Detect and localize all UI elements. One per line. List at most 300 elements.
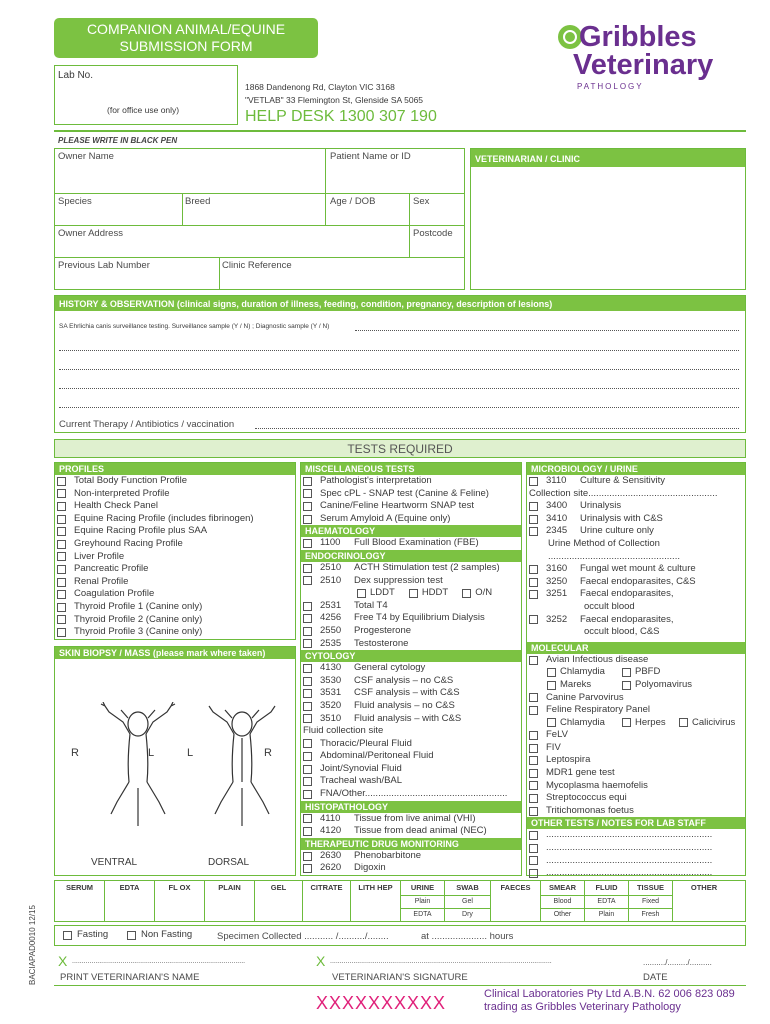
dorsal-l-label: L [187, 747, 194, 759]
collection-site[interactable]: Collection site................................................. [529, 487, 718, 499]
print-name-x: X [58, 953, 68, 969]
specimen-collected-field[interactable]: Specimen Collected ........... /........../........ [217, 931, 389, 942]
micro-item-continued: occult blood [584, 600, 635, 612]
test-code: 3410 [546, 512, 568, 524]
sample-sub-option[interactable]: Plain [401, 895, 444, 908]
sample-col-label: GEL [270, 883, 287, 892]
checkbox[interactable] [529, 756, 538, 765]
test-label: FNA/Other...................................................... [320, 788, 508, 800]
checkbox[interactable] [529, 656, 538, 665]
other-test-line[interactable] [529, 855, 745, 868]
test-label: Mycoplasma haemofelis [546, 779, 648, 791]
checkbox[interactable] [529, 731, 538, 740]
test-code: 2630 [320, 849, 342, 861]
history-box[interactable] [54, 295, 746, 433]
test-label: MDR1 gene test [546, 767, 615, 779]
dex-option-label: HDDT [421, 587, 449, 599]
culture-item[interactable]: 3110 Culture & Sensitivity [527, 475, 745, 488]
test-label: ............................................................... [546, 829, 713, 841]
molecular-item[interactable] [529, 742, 745, 755]
signature-label: VETERINARIAN'S SIGNATURE [332, 972, 468, 983]
collection-time-field[interactable]: at ..................... hours [421, 931, 514, 942]
checkbox[interactable] [622, 681, 631, 690]
test-code: 3160 [546, 563, 568, 575]
checkbox[interactable] [303, 689, 312, 698]
test-label: Equine Racing Profile plus SAA [74, 525, 208, 537]
checkbox[interactable] [303, 790, 312, 799]
haematology-heading: HAEMATOLOGY [301, 525, 521, 537]
micro-item-continued: occult blood, C&S [584, 626, 660, 638]
checkbox[interactable] [303, 852, 312, 861]
sample-col-label: LITH HEP [358, 883, 393, 892]
profile-item[interactable] [57, 614, 295, 627]
test-label: FeLV [546, 729, 569, 741]
test-label: Equine Racing Profile (includes fibrinogen) [74, 512, 254, 524]
misc-item[interactable] [303, 500, 521, 513]
test-code: 3250 [546, 575, 568, 587]
fluid-site-item[interactable] [303, 788, 521, 801]
patient-details-box [54, 148, 465, 290]
print-name-line[interactable]: ......................................................................................... [72, 958, 246, 965]
test-label: Thyroid Profile 3 (Canine only) [74, 626, 203, 638]
checkbox[interactable] [679, 718, 688, 727]
histopathology-item[interactable] [303, 813, 521, 826]
checkbox[interactable] [303, 489, 312, 498]
test-label: Dex suppression test [354, 574, 443, 586]
checkbox[interactable] [529, 706, 538, 715]
sex-field[interactable]: Sex [413, 196, 430, 207]
header-divider [54, 130, 746, 132]
checkbox[interactable] [57, 615, 66, 624]
haematology-item[interactable]: 1100 Full Blood Examination (FBE) [301, 537, 521, 550]
molecular-item[interactable] [529, 805, 745, 818]
test-label: Streptococcus equi [546, 792, 627, 804]
test-code: 3251 [546, 588, 568, 600]
dorsal-dog-diagram-icon[interactable] [187, 702, 297, 832]
sample-col-label: FLUID [595, 883, 618, 892]
checkbox[interactable] [303, 714, 312, 723]
urine-item[interactable] [529, 500, 745, 513]
avian-sub-2: Mareks Polyomavirus [527, 679, 745, 692]
checkbox[interactable] [529, 844, 538, 853]
sample-col-label: FAECES [500, 883, 531, 892]
sample-col-fluid[interactable] [585, 881, 629, 921]
cytology-item[interactable] [303, 675, 521, 688]
sample-col-serum[interactable] [55, 881, 105, 921]
tests-required-heading: TESTS REQUIRED [347, 442, 453, 456]
vet-clinic-box[interactable] [470, 148, 746, 290]
checkbox[interactable] [409, 589, 418, 598]
tdm-heading: THERAPEUTIC DRUG MONITORING [301, 838, 521, 850]
checkbox[interactable] [529, 502, 538, 511]
histopathology-item[interactable] [303, 825, 521, 838]
checkbox[interactable] [547, 718, 556, 727]
endocrinology-heading: ENDOCRINOLOGY [301, 550, 521, 562]
checkbox[interactable] [529, 869, 538, 878]
micro-item[interactable] [529, 576, 745, 589]
profile-item[interactable] [57, 513, 295, 526]
checkbox[interactable] [529, 565, 538, 574]
test-code: 2535 [320, 637, 342, 649]
sample-col-other[interactable] [673, 881, 735, 921]
histopathology-heading: HISTOPATHOLOGY [301, 801, 521, 813]
cytology-item[interactable] [303, 662, 521, 675]
date-label: DATE [643, 972, 668, 983]
profile-item[interactable] [57, 488, 295, 501]
checkbox[interactable] [529, 856, 538, 865]
test-label: Thyroid Profile 1 (Canine only) [74, 600, 203, 612]
checkbox[interactable] [303, 664, 312, 673]
test-label: Renal Profile [74, 575, 129, 587]
urine-method-line[interactable]: .................................................. [548, 550, 680, 562]
checkbox[interactable] [622, 718, 631, 727]
test-code: 4110 [320, 812, 341, 824]
test-label: ............................................................... [546, 867, 713, 879]
checkbox[interactable] [529, 781, 538, 790]
test-label: Progesterone [354, 624, 412, 636]
form-title-line2: SUBMISSION FORM [119, 38, 253, 54]
checkbox[interactable] [529, 527, 538, 536]
sample-sub-option[interactable]: Blood [541, 895, 584, 908]
sample-sub-option[interactable]: Fresh [629, 908, 672, 921]
test-label: Fluid analysis – no C&S [354, 699, 455, 711]
urine-method: Urine Method of Collection [548, 537, 660, 549]
checkbox[interactable] [57, 477, 66, 486]
brand-sub: PATHOLOGY [577, 82, 644, 91]
test-label: Thoracic/Pleural Fluid [320, 737, 412, 749]
lab-no-label: Lab No. [58, 70, 94, 81]
other-test-line[interactable] [529, 867, 745, 880]
profile-item[interactable] [57, 475, 295, 488]
checkbox[interactable] [57, 565, 66, 574]
checkbox[interactable] [303, 564, 312, 573]
endocrinology-item[interactable] [303, 562, 521, 575]
test-label: Greyhound Racing Profile [74, 537, 183, 549]
avian-item[interactable]: Avian Infectious disease [527, 654, 745, 667]
misc-item[interactable] [303, 475, 521, 488]
test-code: 3252 [546, 613, 568, 625]
sample-col-swab[interactable] [445, 881, 491, 921]
molecular-item[interactable] [529, 792, 745, 805]
test-label: CSF analysis – with C&S [354, 687, 460, 699]
sample-col-label: PLAIN [218, 883, 241, 892]
tdm-item[interactable] [303, 850, 521, 863]
checkbox[interactable] [303, 777, 312, 786]
checkbox[interactable] [303, 739, 312, 748]
checkbox[interactable] [529, 578, 538, 587]
address-line1: 1868 Dandenong Rd, Clayton VIC 3168 [245, 82, 395, 92]
urine-item[interactable] [529, 525, 745, 538]
sample-col-tissue[interactable] [629, 881, 673, 921]
sample-col-lith-hep[interactable] [351, 881, 401, 921]
help-desk: HELP DESK 1300 307 190 [245, 108, 437, 125]
brand-name-1: Gribbles [579, 21, 697, 53]
age-dob-field[interactable]: Age / DOB [330, 196, 376, 207]
test-label: Free T4 by Equilibrium Dialysis [354, 612, 485, 624]
form-title-line1: COMPANION ANIMAL/EQUINE [86, 21, 286, 37]
checkbox[interactable] [529, 769, 538, 778]
test-label: Fungal wet mount & culture [580, 563, 696, 575]
owner-address-field[interactable]: Owner Address [58, 228, 123, 239]
test-label: Health Check Panel [74, 500, 158, 512]
test-label: Coagulation Profile [74, 588, 155, 600]
checkbox[interactable] [303, 827, 312, 836]
sample-col-label: SERUM [65, 883, 94, 892]
test-label: Thyroid Profile 2 (Canine only) [74, 613, 203, 625]
test-label: ACTH Stimulation test (2 samples) [354, 561, 500, 573]
test-label: Urine culture only [580, 525, 654, 537]
dorsal-r-label: R [264, 747, 272, 759]
checkbox[interactable] [63, 931, 72, 940]
current-therapy-label: Current Therapy / Antibiotics / vaccination [59, 419, 235, 430]
parvo-item[interactable]: Canine Parvovirus [527, 692, 745, 705]
test-code: 2620 [320, 862, 342, 874]
test-label: Faecal endoparasites, C&S [580, 575, 696, 587]
micro-item[interactable] [529, 614, 745, 627]
feline-resp-sub: Chlamydia Herpes Calicivirus [527, 717, 745, 730]
checkbox[interactable] [529, 590, 538, 599]
profiles-box [54, 462, 296, 640]
test-label: CSF analysis – no C&S [354, 674, 454, 686]
history-heading: HISTORY & OBSERVATION (clinical signs, duration of illness, feeding, condition, pregnancy, description of lesions) [55, 296, 745, 311]
fluid-site-item[interactable] [303, 738, 521, 751]
sample-sub-option[interactable]: EDTA [585, 895, 628, 908]
checkbox[interactable] [57, 527, 66, 536]
dex-options [303, 587, 521, 600]
endocrinology-item[interactable] [303, 575, 521, 588]
checkbox[interactable] [303, 576, 312, 585]
sample-col-fl-ox[interactable] [155, 881, 205, 921]
fluid-site-item[interactable] [303, 750, 521, 763]
misc-heading: MISCELLANEOUS TESTS [301, 463, 521, 475]
checkbox[interactable] [303, 765, 312, 774]
checkbox[interactable] [529, 794, 538, 803]
checkbox[interactable] [127, 931, 136, 940]
checkbox[interactable] [303, 752, 312, 761]
checkbox[interactable] [303, 539, 312, 548]
endocrinology-item[interactable] [303, 612, 521, 625]
molecular-item[interactable] [529, 729, 745, 742]
dex-option-label: O/N [475, 587, 493, 599]
ventral-dog-diagram-icon[interactable] [83, 702, 193, 832]
fluid-site-item[interactable] [303, 775, 521, 788]
checkbox[interactable] [529, 807, 538, 816]
right-tests-box [526, 462, 746, 879]
test-label: FIV [546, 741, 561, 753]
checkbox[interactable] [57, 515, 66, 524]
test-label: Spec cPL - SNAP test (Canine & Feline) [320, 487, 489, 499]
checkbox[interactable] [462, 589, 471, 598]
sample-sub-option[interactable]: Dry [445, 908, 490, 921]
feline-resp-item[interactable]: Feline Respiratory Panel [527, 704, 745, 717]
test-code: 2531 [320, 599, 342, 611]
test-label: Urinalysis [580, 500, 622, 512]
profiles-heading: PROFILES [55, 463, 295, 475]
non-fasting-option[interactable]: Non Fasting [127, 929, 192, 942]
sample-col-faeces[interactable] [491, 881, 541, 921]
sample-col-gel[interactable] [255, 881, 303, 921]
test-label: Non-interpreted Profile [74, 487, 170, 499]
previous-lab-field[interactable]: Previous Lab Number [58, 260, 150, 271]
sample-col-label: OTHER [690, 883, 718, 892]
checkbox[interactable] [57, 489, 66, 498]
sample-col-citrate[interactable] [303, 881, 351, 921]
checkbox[interactable] [303, 677, 312, 686]
sample-col-plain[interactable] [205, 881, 255, 921]
checkbox[interactable] [57, 590, 66, 599]
test-label: General cytology [354, 662, 426, 674]
checkbox[interactable] [547, 668, 556, 677]
barcode-x-placeholder: XXXXXXXXXX [316, 993, 447, 1013]
profile-item[interactable] [57, 576, 295, 589]
cytology-heading: CYTOLOGY [301, 650, 521, 662]
breed-field[interactable]: Breed [185, 196, 211, 207]
checkbox[interactable] [303, 477, 312, 486]
micro-item[interactable] [529, 563, 745, 576]
molecular-item[interactable] [529, 780, 745, 793]
sample-col-edta[interactable] [105, 881, 155, 921]
profile-item[interactable] [57, 563, 295, 576]
checkbox[interactable] [57, 603, 66, 612]
sample-col-label: EDTA [119, 883, 140, 892]
skin-biopsy-heading: SKIN BIOPSY / MASS (please mark where taken) [55, 647, 295, 659]
micro-item[interactable] [529, 588, 745, 601]
checkbox[interactable] [303, 627, 312, 636]
test-label: Faecal endoparasites, [580, 588, 674, 600]
checkbox[interactable] [57, 552, 66, 561]
checkbox[interactable] [303, 814, 312, 823]
misc-item[interactable] [303, 488, 521, 501]
signature-line[interactable]: .................................................................................................................. [330, 958, 552, 965]
molecular-heading: MOLECULAR [527, 642, 745, 654]
tdm-item[interactable] [303, 862, 521, 875]
checkbox[interactable] [303, 614, 312, 623]
sample-sub-option[interactable]: Other [541, 908, 584, 921]
molecular-item[interactable] [529, 767, 745, 780]
profile-item[interactable] [57, 551, 295, 564]
sample-sub-option[interactable]: Gel [445, 895, 490, 908]
ventral-l-label: L [148, 747, 155, 759]
test-label: Phenobarbitone [354, 849, 422, 861]
test-label: Pancreatic Profile [74, 563, 149, 575]
checkbox[interactable] [303, 502, 312, 511]
form-title-box [54, 18, 318, 58]
checkbox[interactable] [303, 515, 312, 524]
endocrinology-item[interactable] [303, 625, 521, 638]
fasting-option[interactable]: Fasting [63, 929, 108, 942]
misc-item[interactable] [303, 513, 521, 526]
checkbox[interactable] [303, 864, 312, 873]
other-test-line[interactable] [529, 842, 745, 855]
middle-tests-box [300, 462, 522, 876]
sa-surveillance-note: SA Ehrlichia canis surveillance testing. Surveillance sample (Y / N) ; Diagnostic sample (Y / N) [59, 323, 330, 330]
test-label: Total Body Function Profile [74, 475, 188, 486]
sample-sub-option[interactable]: Fixed [629, 895, 672, 908]
sample-col-urine[interactable] [401, 881, 445, 921]
sample-sub-option[interactable]: EDTA [401, 908, 444, 921]
test-code: 4120 [320, 825, 342, 837]
date-line[interactable]: ........../........./.......... [643, 958, 712, 967]
checkbox[interactable] [57, 578, 66, 587]
checkbox[interactable] [57, 540, 66, 549]
checkbox[interactable] [303, 602, 312, 611]
test-label: Tritichomonas foetus [546, 804, 634, 816]
cytology-item[interactable] [303, 700, 521, 713]
checkbox[interactable] [529, 744, 538, 753]
profile-item[interactable] [57, 601, 295, 614]
avian-sub-1: Chlamydia PBFD [527, 666, 745, 679]
clinic-ref-field[interactable]: Clinic Reference [222, 260, 292, 271]
profile-item[interactable] [57, 626, 295, 639]
test-code: 2345 [546, 525, 568, 537]
address-line2: "VETLAB" 33 Flemington St, Glenside SA 5065 [245, 95, 424, 105]
profile-item[interactable] [57, 500, 295, 513]
test-label: Tracheal wash/BAL [320, 775, 403, 787]
test-code: 3530 [320, 674, 342, 686]
checkbox[interactable] [529, 615, 538, 624]
checkbox[interactable] [57, 502, 66, 511]
checkbox[interactable] [57, 628, 66, 637]
checkbox[interactable] [529, 693, 538, 702]
checkbox[interactable] [357, 589, 366, 598]
checkbox[interactable] [547, 681, 556, 690]
micro-heading: MICROBIOLOGY / URINE [527, 463, 745, 475]
ventral-r-label: R [71, 747, 79, 759]
checkbox[interactable] [622, 668, 631, 677]
vet-clinic-heading: VETERINARIAN / CLINIC [471, 149, 745, 167]
checkbox[interactable] [529, 515, 538, 524]
test-label: Pathologist's interpretation [320, 475, 432, 486]
postcode-field[interactable]: Postcode [413, 228, 453, 239]
signature-x: X [316, 953, 326, 969]
profile-item[interactable] [57, 525, 295, 538]
profile-item[interactable] [57, 538, 295, 551]
lab-no-box[interactable] [54, 65, 238, 125]
endocrinology-item[interactable] [303, 600, 521, 613]
species-field[interactable]: Species [58, 196, 92, 207]
checkbox[interactable] [529, 831, 538, 840]
checkbox[interactable] [303, 702, 312, 711]
test-label: Tissue from live animal (VHI) [354, 812, 476, 824]
cytology-item[interactable] [303, 713, 521, 726]
collection-row [54, 925, 746, 946]
checkbox[interactable] [303, 639, 312, 648]
samples-table [54, 880, 746, 922]
checkbox[interactable] [529, 477, 538, 486]
test-label: Testosterone [354, 637, 409, 649]
test-code: 3400 [546, 500, 568, 512]
tests-required-bar [54, 439, 746, 458]
form-code: BACIAPAD0010 12/15 [28, 905, 37, 985]
test-label: Total T4 [354, 599, 388, 611]
cytology-item[interactable] [303, 687, 521, 700]
test-label: Fluid analysis – with C&S [354, 712, 462, 724]
fluid-site-item[interactable] [303, 763, 521, 776]
endocrinology-item[interactable] [303, 638, 521, 651]
patient-name-field[interactable]: Patient Name or ID [330, 151, 411, 162]
sample-col-label: TISSUE [636, 883, 665, 892]
skin-biopsy-box [54, 646, 296, 876]
sample-col-label: CITRATE [310, 883, 343, 892]
owner-name-field[interactable]: Owner Name [58, 151, 114, 162]
sample-sub-option[interactable]: Plain [585, 908, 628, 921]
urine-item[interactable] [529, 513, 745, 526]
test-label: Tissue from dead animal (NEC) [354, 825, 487, 837]
profile-item[interactable] [57, 588, 295, 601]
molecular-item[interactable] [529, 754, 745, 767]
sample-col-smear[interactable] [541, 881, 585, 921]
other-test-line[interactable] [529, 829, 745, 842]
